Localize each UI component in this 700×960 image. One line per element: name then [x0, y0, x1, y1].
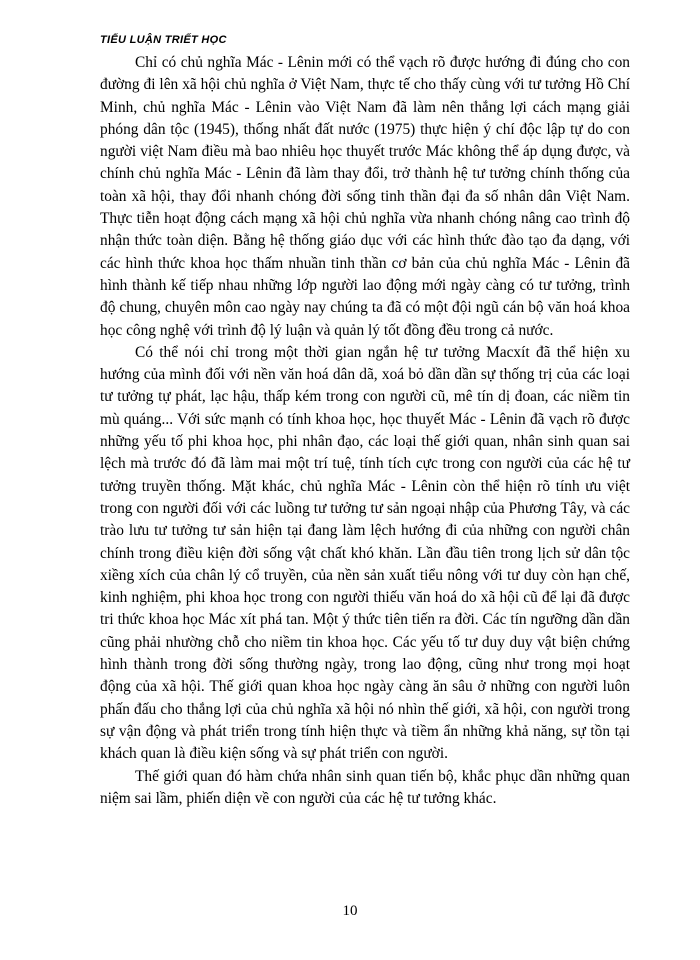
running-header: TIỂU LUẬN TRIẾT HỌC: [100, 34, 227, 46]
paragraph: Chỉ có chủ nghĩa Mác - Lênin mới có thể vạch rõ được hướng đi đúng cho con đường đi lên xã hội chủ nghĩa ở Việt Nam, thực tế cho thấy cùng với tư tưởng Hồ Chí Minh, chủ nghĩa Mác - Lênin vào Việt Nam đã làm nên thắng lợi cách mạng giải phóng dân tộc (1945), thống nhất đất nước (1975) thực hiện ý chí độc lập tự do con người việt Nam điều mà bao nhiêu học thuyết trước Mác không thể áp dụng được, và chính chủ nghĩa Mác - Lênin đã làm thay đổi, trở thành hệ tư tưởng chính thống của toàn xã hội, thay đổi nhanh chóng đời sống tinh thần đại đa số nhân dân Việt Nam. Thực tiễn hoạt động cách mạng xã hội chủ nghĩa vừa nhanh chóng nâng cao trình độ nhận thức toàn diện. Bằng hệ thống giáo dục với các hình thức đào tạo đa dạng, với các hình thức khoa học thấm nhuần tinh thần cơ bản của chủ nghĩa Mác - Lênin đã hình thành kế tiếp nhau những lớp người lao động mới ngày càng có tư tưởng, trình độ chung, chuyên môn cao ngày nay chúng ta đã có một đội ngũ cán bộ văn hoá khoa học công nghệ với trình độ lý luận và quản lý tốt đồng đều trong cả nước.: [100, 54, 630, 339]
paragraph: Thế giới quan đó hàm chứa nhân sinh quan tiến bộ, khắc phục dần những quan niệm sai lầm, phiến diện về con người của các hệ tư tưởng khác.: [100, 767, 630, 807]
page-number: 10: [342, 903, 358, 919]
document-body: [100, 52, 630, 810]
paragraph: Có thể nói chỉ trong một thời gian ngắn hệ tư tưởng Macxít đã thể hiện xu hướng của mình đối với nền văn hoá dân dã, xoá bỏ dần dần sự thống trị của các loại tư tưởng tự phát, lạc hậu, thấp kém trong con người cũ, mê tín dị đoan, các niềm tin mù quáng... Với sức mạnh có tính khoa học, học thuyết Mác - Lênin đã vạch rõ được những yếu tố phi khoa học, phi nhân đạo, các loại thế giới quan, nhân sinh quan sai lệch mà trước đó đã làm mai một trí tuệ, tính tích cực trong con người của các hệ tư tưởng truyền thống. Mặt khác, chủ nghĩa Mác - Lênin còn thể hiện rõ tính ưu việt trong con người đối với các luồng tư tưởng tư sản ngoại nhập của Phương Tây, và các trào lưu tư tưởng tư sản hiện tại đang làm lệch hướng đi của những con người chân chính trong điều kiện đời sống vật chất khó khăn. Lần đầu tiên trong lịch sử dân tộc xiềng xích của chân lý cổ truyền, của nền sản xuất tiểu nông với tư duy còn hạn chế, kinh nghiệm, phi khoa học trong con người thiếu văn hoá do xã hội cũ để lại đã được tri thức khoa học Mác xít phá tan. Một ý thức tiên tiến ra đời. Các tín ngưỡng dần dần cũng phải nhường chỗ cho niềm tin khoa học. Các yếu tố tư duy duy vật biện chứng hình thành trong đời sống thường ngày, trong lao động, cũng như trong mọi hoạt động của xã hội. Thế giới quan khoa học ngày càng ăn sâu ở những con người luôn phấn đấu cho thắng lợi của chủ nghĩa xã hội nó nhìn thế giới, xã hội, con người trong sự vận động và phát triển trong tính hiện thực và tiềm ẩn những khả năng, sự tồn tại khách quan là điều kiện sống và sự phát triển con người.: [100, 343, 630, 763]
